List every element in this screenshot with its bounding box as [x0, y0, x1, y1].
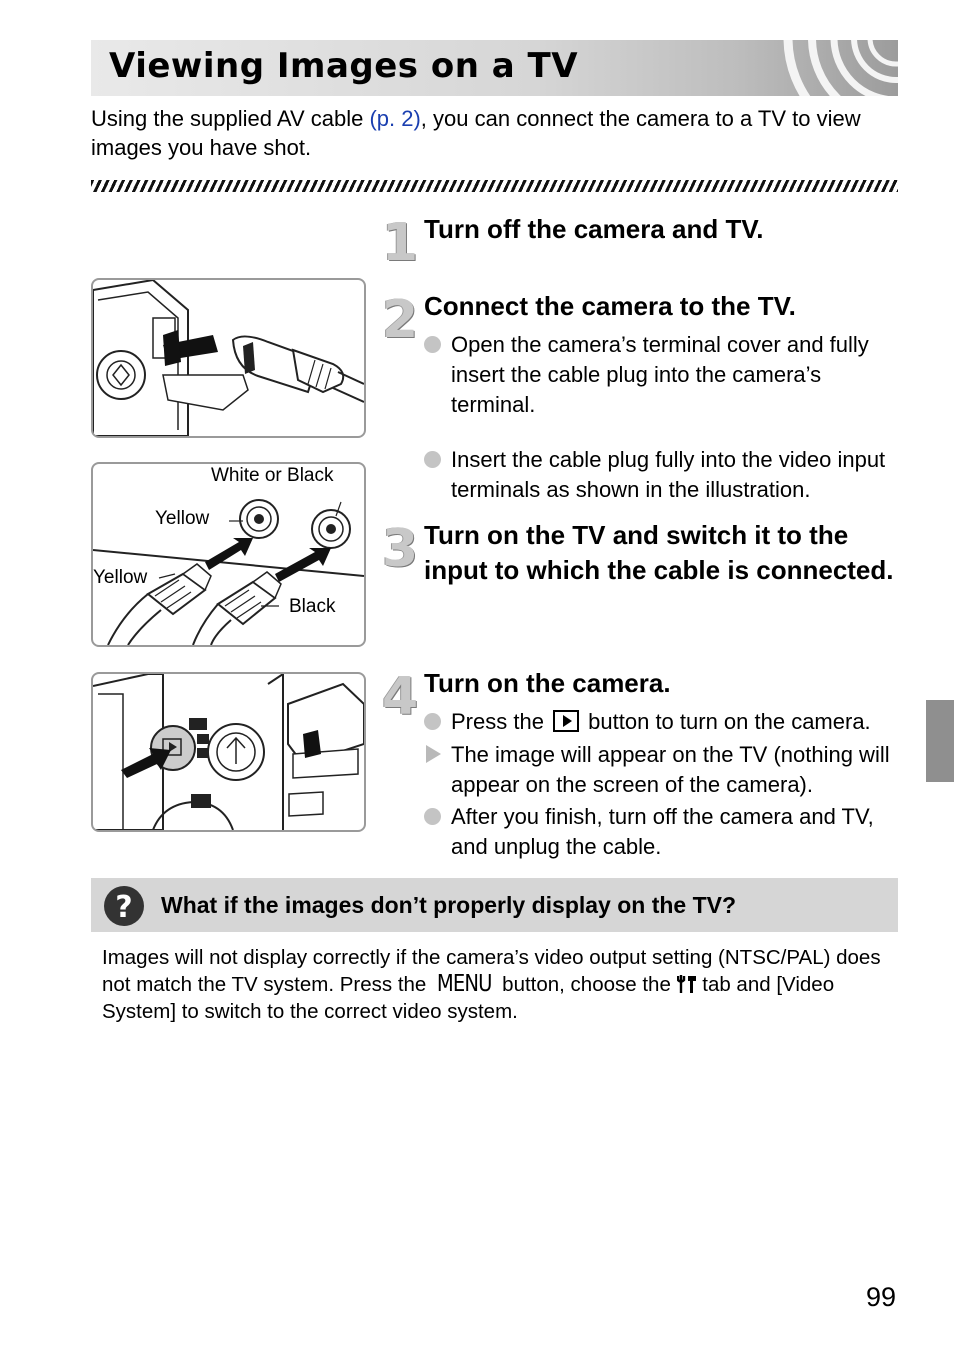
qa-answer-text-3: tab and [Video System] to switch to the correct video system.: [102, 973, 835, 1023]
bullet-icon: [424, 451, 441, 468]
chapter-side-tab: [926, 700, 954, 782]
label-yellow-plug: Yellow: [93, 567, 148, 588]
step-number-1: 1: [382, 213, 419, 273]
illustration-play-button: [91, 672, 366, 832]
step-heading-2: Connect the camera to the TV.: [424, 291, 796, 321]
qa-question: What if the images don’t properly display on the TV?: [161, 892, 737, 918]
intro-text-end: , you can connect the camera to a TV to view images you have shot.: [91, 106, 861, 160]
label-white-or-black: White or Black: [211, 465, 334, 486]
camera-terminal-drawing-icon: [93, 280, 364, 436]
label-yellow-terminal: Yellow: [155, 508, 210, 529]
step-4-bullet-1-end: button to turn on the camera.: [582, 709, 871, 734]
illustration-tv-terminals: [91, 462, 366, 647]
step-heading-4: Turn on the camera.: [424, 668, 671, 698]
menu-glyph: MENU: [436, 971, 492, 997]
step-number-4: 4: [382, 667, 419, 727]
qa-answer-text-2: button, choose the: [496, 973, 677, 996]
step-heading-1: Turn off the camera and TV.: [424, 214, 764, 244]
ripple-decoration-icon: [781, 40, 898, 96]
step-4-bullet-1-start: Press the: [451, 709, 551, 734]
page-reference-link[interactable]: (p. 2): [369, 106, 421, 131]
illustration-camera-terminal: [91, 278, 366, 438]
intro-paragraph: [91, 104, 898, 162]
qa-heading-bar: [91, 878, 898, 932]
bullet-icon: [424, 713, 441, 730]
result-arrow-icon: [426, 745, 441, 763]
svg-text:?: ?: [115, 890, 133, 925]
step-2-bullet-1: Open the camera’s terminal cover and fully insert the cable plug into the camera’s terminal.: [451, 332, 869, 417]
step-4-bullet-1: [451, 707, 911, 737]
page-title: Viewing Images on a TV: [109, 46, 579, 86]
intro-text: Using the supplied AV cable: [91, 106, 370, 131]
step-heading-3: Turn on the TV and switch it to the input to which the cable is connected.: [424, 520, 894, 585]
question-icon: [103, 885, 145, 927]
step-number-3: 3: [382, 519, 419, 579]
bullet-icon: [424, 808, 441, 825]
step-number-2: 2: [382, 290, 419, 350]
hatched-divider: [91, 180, 898, 192]
camera-play-button-drawing-icon: [93, 674, 364, 830]
title-bar: [91, 40, 898, 96]
qa-answer-text-1: Images will not display correctly if the camera’s video output setting (NTSC/PAL) does not match the TV system. Press the: [102, 946, 881, 996]
bullet-icon: [424, 336, 441, 353]
step-2-bullet-2: Insert the cable plug fully into the video input terminals as shown in the illustration.: [451, 447, 886, 502]
page-number: 99: [866, 1282, 897, 1312]
qa-answer: [102, 944, 898, 1025]
step-4-result: The image will appear on the TV (nothing will appear on the screen of the camera).: [451, 742, 890, 797]
label-black-plug: Black: [289, 596, 336, 617]
tools-icon: [677, 974, 697, 994]
step-4-bullet-2: After you finish, turn off the camera and TV, and unplug the cable.: [451, 804, 874, 859]
play-icon: [553, 710, 579, 732]
